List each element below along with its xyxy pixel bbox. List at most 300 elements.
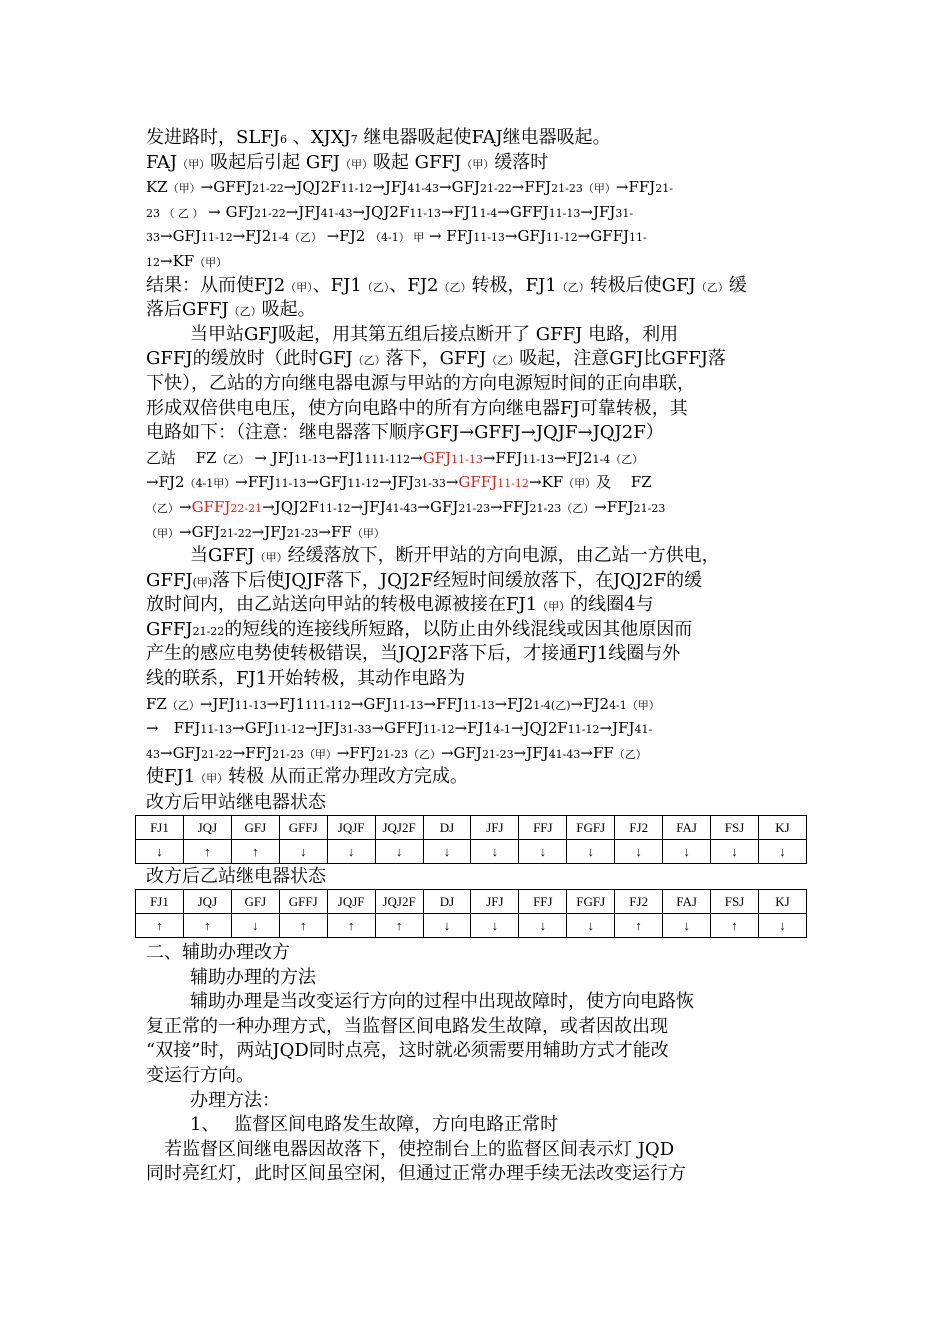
relay-state-cell: ↓ <box>471 914 519 938</box>
relay-state-cell: ↓ <box>423 914 471 938</box>
contact-subscript: （乙） <box>216 452 250 466</box>
relay-header-cell: FFJ <box>519 816 567 840</box>
text-line <box>146 1064 818 1089</box>
contact-subscript: 4-1 <box>493 723 511 737</box>
text-run: 当甲站GFJ吸起，用其第五组后接点断开了 GFFJ 电路，利用 <box>190 323 679 345</box>
contact-subscript: （乙） <box>556 280 590 294</box>
contact-subscript: 11-13 <box>274 477 307 491</box>
text-run: “双接”时，两站JQD同时点亮，这时就必须需要用辅助方式才能改 <box>146 1040 669 1062</box>
contact-subscript: 11-12 <box>273 723 305 737</box>
relay-state-cell: ↑ <box>183 840 231 864</box>
text-run: → JFJ <box>249 448 295 467</box>
text-run: 若监督区间继电器因故落下，使控制台上的监督区间表示灯 JQD <box>146 1138 675 1160</box>
text-run: 当GFFJ <box>190 545 255 567</box>
contact-subscript: 21-23 <box>481 747 514 761</box>
contact-subscript: （甲） <box>167 182 201 196</box>
text-line <box>146 495 818 520</box>
text-run: 转极后使GFJ <box>589 274 696 296</box>
text-run: 、FJ1 <box>312 274 362 296</box>
text-run: →FFJ <box>232 743 273 762</box>
relay-state-cell: ↓ <box>423 840 471 864</box>
text-run: →FF <box>580 743 614 762</box>
relay-header-cell: FAJ <box>663 890 711 914</box>
text-line <box>146 642 818 667</box>
contact-subscript: 11-13 <box>200 723 233 737</box>
text-run: 线的联系，FJ1开始转极，其动作电路为 <box>146 668 466 690</box>
table-a-caption: 改方后甲站继电器状态 <box>146 792 326 814</box>
contact-subscript: 21-23 <box>286 526 319 540</box>
text-run: 继电器吸起使FAJ继电器吸起。 <box>357 127 611 148</box>
text-run: 办理方法： <box>190 1089 280 1111</box>
text-run: →FFJ <box>511 178 552 197</box>
text-line <box>146 1015 818 1040</box>
contact-subscript: 11-13 <box>294 452 326 466</box>
text-line <box>146 323 818 348</box>
text-run: 经缓落放下，断开甲站的方向电源，由乙站一方供电， <box>287 545 720 567</box>
text-run: →GFJ <box>439 178 481 197</box>
contact-subscript: 11-12 <box>347 477 380 491</box>
text-run: 1、 监督区间电路发生故障，方向电路正常时 <box>190 1114 559 1136</box>
text-run: →JFJ <box>251 522 287 541</box>
contact-subscript: （甲） <box>339 157 373 171</box>
text-run: →FJ2 <box>146 473 185 492</box>
text-run: 变运行方向。 <box>146 1065 254 1086</box>
text-line <box>146 966 818 991</box>
text-line <box>146 741 818 766</box>
contact-subscript: 1-4(乙) <box>533 698 571 712</box>
text-run: 吸起 GFFJ <box>372 151 462 173</box>
relay-header-cell: JQJ2F <box>375 816 423 840</box>
contact-subscript: （乙） <box>486 354 520 368</box>
text-line <box>146 200 818 225</box>
text-line <box>146 990 818 1015</box>
text-run: →JQJ2F <box>510 719 568 738</box>
contact-subscript: (甲) <box>192 575 213 589</box>
text-run: →JQJ2F <box>352 202 410 221</box>
relay-header-cell: DJ <box>423 890 471 914</box>
highlighted-relay: GFFJ <box>191 497 231 516</box>
text-run: →JFJ <box>599 719 635 738</box>
relay-state-cell: ↓ <box>279 840 327 864</box>
text-run: 的线圈4与 <box>570 594 654 616</box>
text-run: 电路如下：（注意：继电器落下顺序GFJ→GFFJ→JQJF→JQJ2F） <box>146 422 664 444</box>
contact-subscript: （甲） <box>195 772 229 786</box>
text-line <box>146 151 818 176</box>
relay-header-cell: GFJ <box>231 890 279 914</box>
text-run: →FF <box>318 522 352 541</box>
text-run: 辅助办理的方法 <box>190 966 316 988</box>
contact-subscript: 11-12 <box>318 501 351 515</box>
text-run: 吸起。 <box>261 299 316 321</box>
contact-subscript: 21-22 <box>200 747 233 761</box>
highlighted-contact-subscript: 22-21 <box>230 501 263 515</box>
contact-subscript: 11-13 <box>462 698 495 712</box>
contact-subscript: 21-22 <box>254 206 286 220</box>
contact-subscript: 43 <box>146 747 160 761</box>
text-run: 下快），乙站的方向继电器电源与甲站的方向电源短时间的正向串联， <box>146 372 695 394</box>
text-run: →JQJ2F <box>283 178 341 197</box>
contact-subscript: 11-13 <box>234 698 267 712</box>
contact-subscript: 41- <box>634 723 653 737</box>
text-run: →JFJ <box>304 719 340 738</box>
relay-state-cell: ↓ <box>519 914 567 938</box>
text-run: →FFJ <box>594 497 634 516</box>
text-run: 同时亮红灯，此时区间虽空闲，但通过正常办理手续无法改变运行方 <box>146 1163 686 1185</box>
document-page <box>146 126 818 1187</box>
relay-header-cell: FJ2 <box>615 890 663 914</box>
relay-state-cell: ↑ <box>327 914 375 938</box>
text-line <box>146 421 818 446</box>
text-run: →FJ2 <box>321 227 371 246</box>
contact-subscript: （甲） <box>285 280 313 294</box>
relay-header-cell: FFJ <box>519 890 567 914</box>
text-run: →GFFJ <box>200 178 253 197</box>
contact-subscript: 6 <box>280 133 287 146</box>
text-run: →GFJ <box>179 522 220 541</box>
text-line <box>146 446 818 471</box>
text-run: → GFJ <box>203 202 255 221</box>
relay-state-cell: ↑ <box>136 914 184 938</box>
text-line <box>146 618 818 643</box>
relay-state-cell: ↓ <box>567 914 615 938</box>
contact-subscript: 11-13 <box>548 206 581 220</box>
text-run: →JFJ <box>372 178 408 197</box>
text-run: 吸起后引起 GFJ <box>210 151 340 173</box>
contact-subscript: （乙） <box>166 698 200 712</box>
contact-subscript: 21-23（乙） <box>376 747 441 761</box>
contact-subscript: 41-43 <box>385 501 418 515</box>
text-run: → FFJ <box>424 227 474 246</box>
contact-subscript: 11-12 <box>567 723 600 737</box>
text-run: →FFJ <box>615 178 656 197</box>
text-line <box>146 520 818 545</box>
contact-subscript: 31-33 <box>339 723 372 737</box>
text-run: 乙站 FZ <box>146 448 217 467</box>
relay-header-cell: JQJ <box>183 890 231 914</box>
text-run: 缓 <box>728 274 747 296</box>
table-b-state-row <box>136 914 807 938</box>
relay-table-station-b <box>135 889 807 938</box>
text-run: →FFJ <box>490 497 530 516</box>
contact-subscript: 41-43 <box>320 206 353 220</box>
relay-header-cell: JQJ <box>183 816 231 840</box>
text-line <box>146 667 818 692</box>
relay-header-cell: GFFJ <box>279 890 327 914</box>
contact-subscript: （乙） <box>228 305 262 319</box>
text-line <box>146 1113 818 1138</box>
text-run: →FJ1 <box>325 448 365 467</box>
contact-subscript: 4-1（甲） <box>609 698 660 712</box>
contact-subscript: 31- <box>615 206 634 220</box>
contact-subscript: （乙） <box>695 280 729 294</box>
relay-header-cell: FSJ <box>711 890 759 914</box>
text-line <box>146 593 818 618</box>
contact-subscript: 11-12 <box>422 723 455 737</box>
text-run: 复正常的一种办理方式，当监督区间电路发生故障，或者因故出现 <box>146 1015 668 1037</box>
text-run: 、FJ2 <box>389 274 439 296</box>
paragraph-circuit-3 <box>146 544 818 790</box>
relay-state-cell: ↓ <box>758 840 806 864</box>
relay-header-cell: GFJ <box>231 816 279 840</box>
contact-subscript: 11-13 <box>409 206 442 220</box>
text-run: →FJ1 <box>266 694 306 713</box>
contact-subscript: 21-23（甲） <box>551 182 616 196</box>
relay-state-cell: ↑ <box>711 914 759 938</box>
contact-subscript: （甲） <box>351 526 385 540</box>
text-run: →FJ2 <box>232 227 272 246</box>
text-line <box>146 126 818 151</box>
text-run: →JFJ <box>580 202 616 221</box>
text-run: →GFFJ <box>497 202 549 221</box>
text-line <box>146 249 818 274</box>
text-run: 的短线的连接线所短路，以防止由外线混线或因其他原因而 <box>224 618 693 640</box>
text-run: 落下，GFFJ <box>385 348 487 370</box>
contact-subscript: 21-23 <box>458 501 491 515</box>
contact-subscript: 11-12 <box>340 182 373 196</box>
text-run: GFFJ的缓放时（此时GFJ <box>146 348 353 370</box>
relay-state-cell: ↑ <box>183 914 231 938</box>
contact-subscript: 1-4（乙） <box>592 452 644 466</box>
contact-subscript: （甲） <box>537 600 571 614</box>
relay-header-cell: JFJ <box>471 816 519 840</box>
contact-subscript: 23 （ 乙 ） <box>146 206 204 220</box>
contact-subscript: 11-13 <box>473 231 505 245</box>
section-auxiliary-direction-change <box>146 941 818 1187</box>
contact-subscript: 11-13 <box>522 452 554 466</box>
contact-subscript: 21-23（甲） <box>272 747 337 761</box>
text-run: →JFJ <box>379 473 415 492</box>
text-line <box>146 765 818 790</box>
text-run: →KF <box>160 251 195 270</box>
highlighted-relay: GFFJ <box>458 473 498 492</box>
contact-subscript: 21-23（乙） <box>529 501 595 515</box>
text-run: 吸起，注意GFJ比GFFJ落 <box>519 348 726 370</box>
text-run: FZ <box>146 694 167 713</box>
relay-header-cell: JFJ <box>471 890 519 914</box>
table-a-state-row <box>136 840 807 864</box>
contact-subscript: 41-43 <box>407 182 440 196</box>
highlighted-relay: GFJ <box>422 448 452 467</box>
text-run: → FFJ <box>146 719 201 738</box>
text-run: 转极 从而正常办理改方完成。 <box>228 766 468 788</box>
text-run: 转极，FJ1 <box>471 274 557 296</box>
text-run: 、XJXJ <box>287 127 351 148</box>
contact-subscript: 12 <box>146 255 160 269</box>
contact-subscript: （4-1） 甲 <box>370 231 425 245</box>
text-run: →KF <box>528 473 564 492</box>
relay-header-cell: KJ <box>758 890 806 914</box>
text-run: →GFFJ <box>577 227 630 246</box>
relay-state-cell: ↑ <box>615 914 663 938</box>
relay-state-cell: ↓ <box>663 914 711 938</box>
text-run: 辅助办理是当改变运行方向的过程中出现故障时，使方向电路恢 <box>190 991 694 1013</box>
text-line <box>146 470 818 495</box>
contact-subscript: （乙） <box>361 280 390 294</box>
text-line <box>146 298 818 323</box>
text-run: →FJ2 <box>494 694 534 713</box>
relay-header-cell: JQJF <box>327 890 375 914</box>
text-run: → <box>410 448 423 467</box>
relay-header-cell: FGFJ <box>567 816 615 840</box>
highlighted-contact-subscript: 11-12 <box>497 477 529 491</box>
contact-subscript: 111-112 <box>364 452 411 466</box>
text-run: →FJ2 <box>553 448 593 467</box>
text-run: →FFJ <box>235 473 275 492</box>
text-run: 缓落时 <box>494 151 549 173</box>
text-run: →FFJ <box>423 694 463 713</box>
text-run: GFFJ <box>146 569 193 591</box>
contact-subscript: 21-22 <box>480 182 512 196</box>
contact-subscript: 7 <box>350 133 358 146</box>
text-run: →GFJ <box>160 743 201 762</box>
contact-subscript: 21- <box>655 182 673 196</box>
paragraph-circuit-2 <box>146 323 818 544</box>
relay-state-cell: ↓ <box>758 914 806 938</box>
text-run: 落下后使JQJF落下，JQJ2F经短时间缓放落下，在JQJ2F的缓 <box>212 569 703 591</box>
relay-header-cell: FAJ <box>663 816 711 840</box>
text-run: 二、辅助办理改方 <box>146 942 290 964</box>
text-run: 结果：从而使FJ2 <box>146 274 286 296</box>
contact-subscript: 41-43 <box>548 747 581 761</box>
relay-state-cell: ↓ <box>567 840 615 864</box>
relay-state-cell: ↓ <box>615 840 663 864</box>
contact-subscript: 1-4（乙） <box>271 231 322 245</box>
text-line <box>146 1089 818 1114</box>
text-line <box>146 716 818 741</box>
contact-subscript: （乙） <box>146 501 179 515</box>
relay-header-cell: JQJF <box>327 816 375 840</box>
relay-header-cell: JQJ2F <box>375 890 423 914</box>
paragraph-circuit-1 <box>146 126 818 323</box>
text-line <box>146 224 818 249</box>
contact-subscript: （乙） <box>438 280 472 294</box>
text-line <box>146 692 818 717</box>
contact-subscript: 111-112 <box>305 698 351 712</box>
contact-subscript: 33 <box>146 231 160 245</box>
contact-subscript: 11- <box>629 231 647 245</box>
relay-state-cell: ↓ <box>327 840 375 864</box>
relay-header-cell: FSJ <box>711 816 759 840</box>
text-run: →JQJ2F <box>262 497 319 516</box>
relay-header-cell: FGFJ <box>567 890 615 914</box>
text-line <box>146 544 818 569</box>
text-line <box>146 569 818 594</box>
text-run: →GFJ <box>306 473 348 492</box>
text-run: →GFFJ <box>371 719 423 738</box>
text-run: →GFJ <box>350 694 392 713</box>
relay-state-cell: ↑ <box>279 914 327 938</box>
contact-subscript: 21-22 <box>252 182 284 196</box>
text-line <box>146 941 818 966</box>
text-run: →GFJ <box>232 719 274 738</box>
text-run: →GFJ <box>440 743 482 762</box>
relay-state-cell: ↓ <box>231 914 279 938</box>
relay-header-cell: FJ1 <box>136 890 184 914</box>
contact-subscript: （甲） <box>177 157 211 171</box>
text-line <box>146 347 818 372</box>
text-line <box>146 372 818 397</box>
text-run: 产生的感应电势使转极错误，当JQJ2F落下后，才接通FJ1线圈与外 <box>146 643 681 665</box>
text-run: FAJ <box>146 151 178 173</box>
table-b-caption: 改方后乙站继电器状态 <box>146 866 326 888</box>
contact-subscript: （甲） <box>146 526 179 540</box>
contact-subscript: 1-4 <box>479 206 498 220</box>
text-run: →FJ1 <box>454 719 494 738</box>
relay-header-cell: FJ1 <box>136 816 184 840</box>
relay-header-cell: FJ2 <box>615 816 663 840</box>
relay-state-cell: ↑ <box>375 914 423 938</box>
contact-subscript: 11-12 <box>200 231 233 245</box>
relay-state-cell: ↓ <box>375 840 423 864</box>
text-run: 使FJ1 <box>146 766 196 788</box>
contact-subscript: （4-1甲） <box>184 477 236 491</box>
relay-state-cell: ↓ <box>711 840 759 864</box>
text-run: →JFJ <box>350 497 386 516</box>
text-run: → <box>179 497 192 516</box>
text-run: 放时间内，由乙站送向甲站的转极电源被接在FJ1 <box>146 594 538 616</box>
text-run: →GFJ <box>160 227 201 246</box>
highlighted-contact-subscript: 11-13 <box>451 452 483 466</box>
text-run: →GFJ <box>417 497 459 516</box>
contact-subscript: （乙） <box>352 354 386 368</box>
text-line <box>146 1138 818 1163</box>
contact-subscript: 11-12 <box>545 231 578 245</box>
text-line <box>146 1162 818 1187</box>
text-run: →JFJ <box>513 743 549 762</box>
text-line <box>146 397 818 422</box>
text-run: →JFJ <box>285 202 321 221</box>
table-a-header-row <box>136 816 807 840</box>
contact-subscript: （甲） <box>461 157 495 171</box>
relay-table-station-a <box>135 815 807 864</box>
text-run: 落后GFFJ <box>146 299 229 321</box>
relay-header-cell: DJ <box>423 816 471 840</box>
contact-subscript: 31-33 <box>414 477 446 491</box>
text-run: →GFJ <box>504 227 546 246</box>
text-run: →FFJ <box>336 743 377 762</box>
relay-header-cell: GFFJ <box>279 816 327 840</box>
text-run: KZ <box>146 178 168 197</box>
contact-subscript: （甲） <box>254 551 288 565</box>
contact-subscript: 11-13 <box>391 698 424 712</box>
relay-state-cell: ↓ <box>471 840 519 864</box>
text-run: GFFJ <box>146 618 193 640</box>
text-line <box>146 175 818 200</box>
text-run: → <box>445 473 459 492</box>
contact-subscript: （甲） <box>194 255 228 269</box>
text-run: →FJ2 <box>570 694 610 713</box>
text-run: 形成双倍供电电压，使方向电路中的所有方向继电器FJ可靠转极，其 <box>146 397 688 419</box>
text-line <box>146 1039 818 1064</box>
contact-subscript: 21-22 <box>192 624 225 638</box>
relay-state-cell: ↑ <box>231 840 279 864</box>
text-run: 及 FZ <box>596 473 652 492</box>
table-b-header-row <box>136 890 807 914</box>
text-run: →FFJ <box>482 448 523 467</box>
text-run: 发进路时，SLFJ <box>146 127 280 148</box>
text-run: →FJ1 <box>441 202 480 221</box>
contact-subscript: 21-23 <box>633 501 666 515</box>
contact-subscript: （乙） <box>613 747 647 761</box>
contact-subscript: 21-22 <box>219 526 252 540</box>
relay-state-cell: ↓ <box>519 840 567 864</box>
text-line <box>146 274 818 299</box>
contact-subscript: （甲） <box>563 477 597 491</box>
text-run: →JFJ <box>199 694 235 713</box>
relay-state-cell: ↓ <box>663 840 711 864</box>
relay-header-cell: KJ <box>758 816 806 840</box>
relay-state-cell: ↓ <box>136 840 184 864</box>
